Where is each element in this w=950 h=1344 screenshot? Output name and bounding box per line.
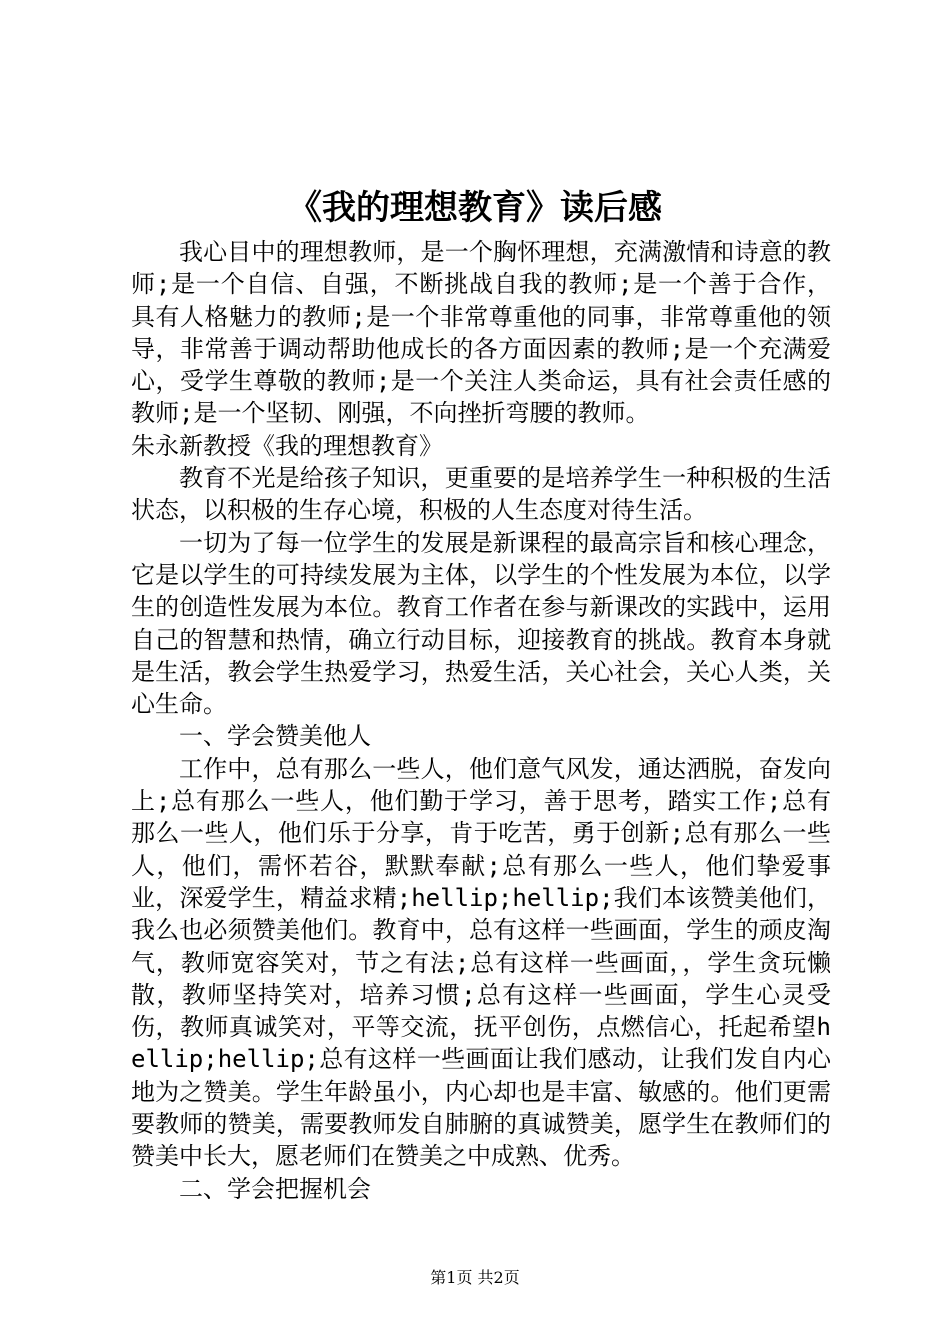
paragraph-ideal-teacher: 我心目中的理想教师，是一个胸怀理想，充满激情和诗意的教师;是一个自信、自强，不断挑战自我的教师;是一个善于合作，具有人格魅力的教师;是一个非常尊重他的同事，非常尊重他的领导，非常善于调动帮助他成长的各方面因素的教师;是一个充满爱心，受学生尊敬的教师;是一个关注人类命运，具有社会责任感的教师;是一个坚韧、刚强，不向挫折弯腰的教师。 [131,238,831,428]
document-body [131,236,831,1205]
document-title: 《我的理想教育》读后感 [288,188,662,228]
section-heading-opportunity: 二、学会把握机会 [179,1174,371,1203]
paragraph-new-curriculum: 一切为了每一位学生的发展是新课程的最高宗旨和核心理念，它是以学生的可持续发展为主体，以学生的个性发展为本位，以学生的创造性发展为本位。教育工作者在参与新课改的实践中，运用自己的智慧和热情，确立行动目标，迎接教育的挑战。教育本身就是生活，教会学生热爱学习，热爱生活，关心社会，关心人类，关心生命。 [131,528,831,719]
section-heading-praise: 一、学会赞美他人 [179,722,371,751]
page-footer: 第1页 共2页 [430,1268,520,1287]
paragraph-book-attribution: 朱永新教授《我的理想教育》 [131,431,443,460]
paragraph-praise-others: 工作中，总有那么一些人，他们意气风发，通达洒脱，奋发向上;总有那么一些人，他们勤于学习，善于思考，踏实工作;总有那么一些人，他们乐于分享，肯于吃苦，勇于创新;总有那么一些人，他们，需怀若谷，默默奉献;总有那么一些人，他们挚爱事业，深爱学生，精益求精;hellip;hellip;我们本该赞美他们，我么也必须赞美他们。教育中，总有这样一些画面，学生的顽皮淘气，教师宽容笑对，节之有法;总有这样一些画面，，学生贪玩懒散，教师坚持笑对，培养习惯;总有这样一些画面，学生心灵受伤，教师真诚笑对，平等交流，抚平创伤，点燃信心，托起希望hellip;hellip;总有这样一些画面让我们感动，让我们发自内心地为之赞美。学生年龄虽小，内心却也是丰富、敏感的。他们更需要教师的赞美，需要教师发自肺腑的真诚赞美，愿学生在教师们的赞美中长大，愿老师们在赞美之中成熟、优秀。 [131,754,831,1171]
paragraph-education-purpose: 教育不光是给孩子知识，更重要的是培养学生一种积极的生活状态，以积极的生存心境，积极的人生态度对待生活。 [131,464,831,525]
